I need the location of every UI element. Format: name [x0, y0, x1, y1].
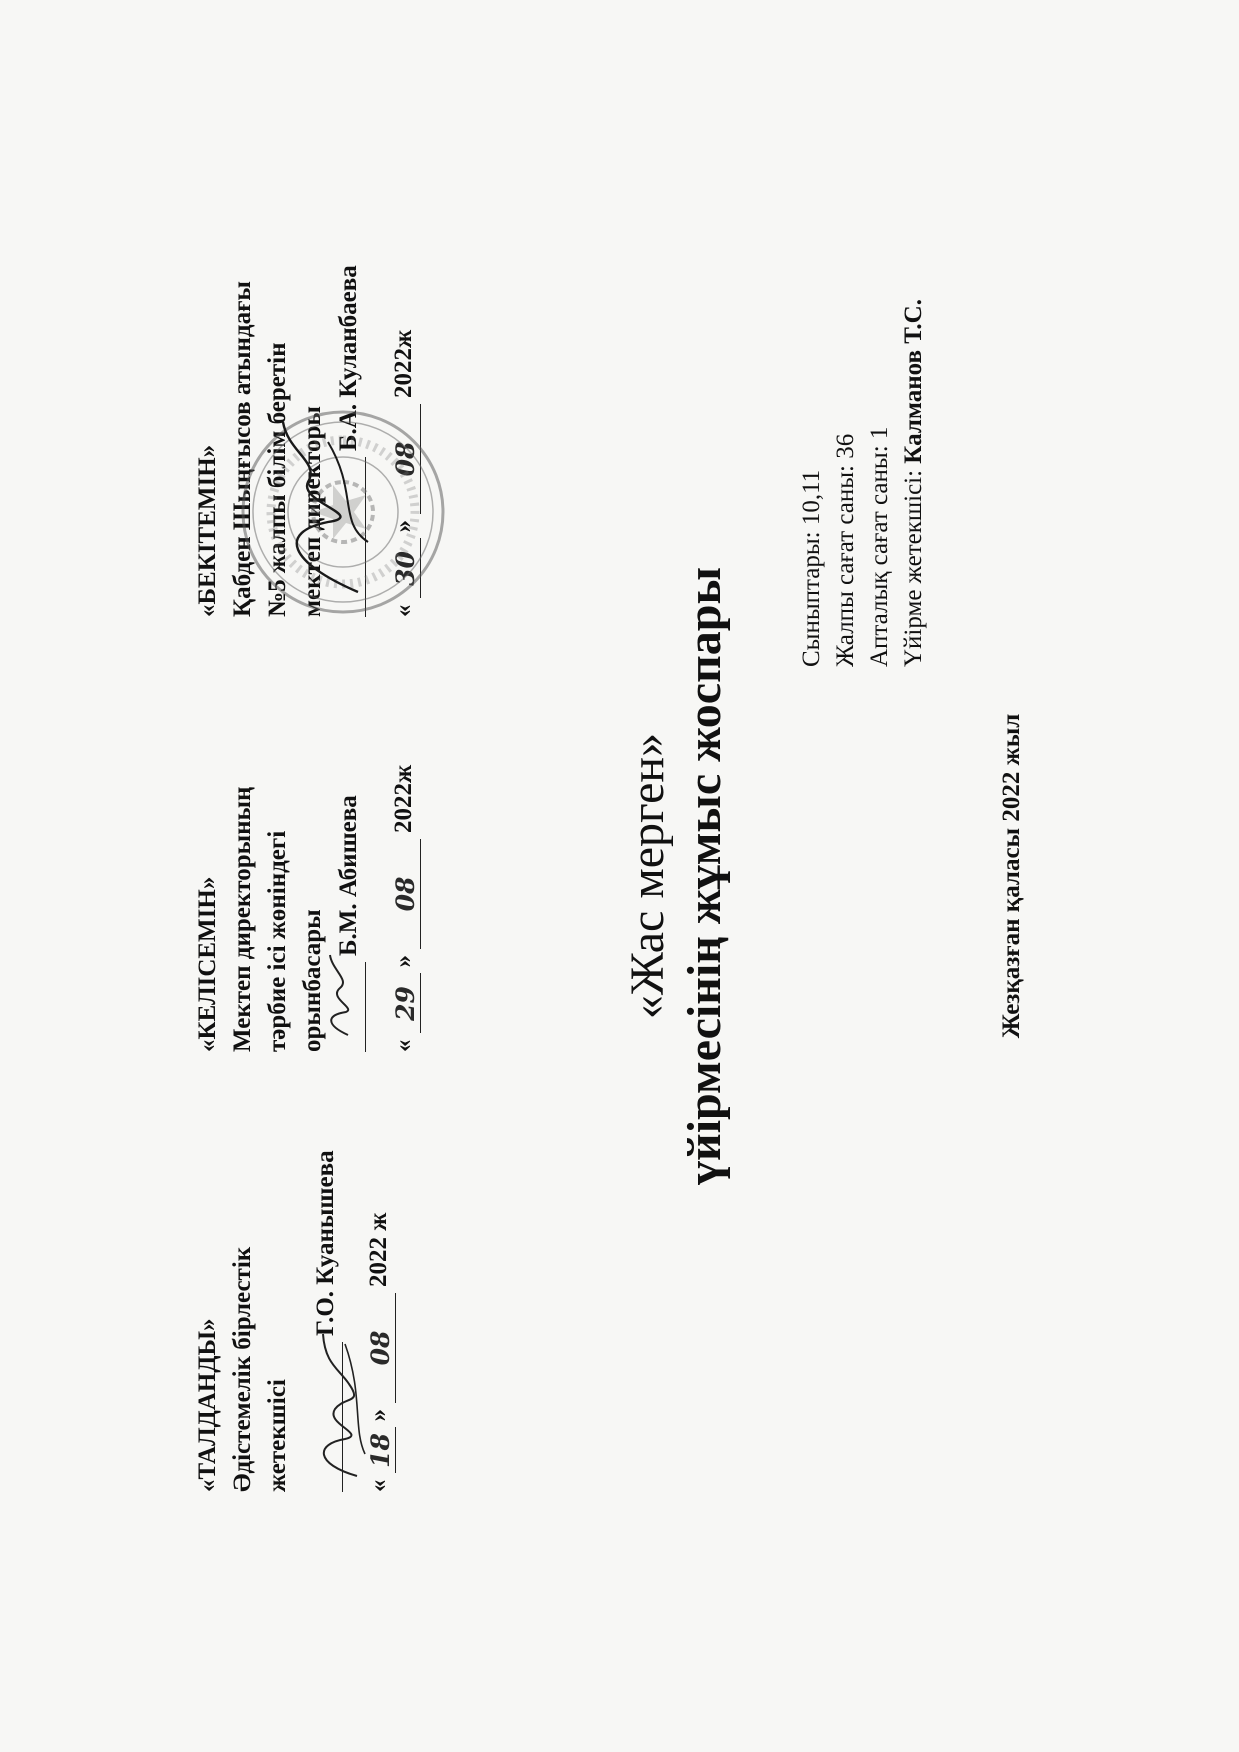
analyzed-header: «ТАЛДАНДЫ» — [194, 1318, 221, 1492]
approved-position-1: Қабден Шыңғысов атындағы — [229, 281, 256, 617]
analyzed-date-day: 18 — [367, 1428, 396, 1474]
approved-position-3: мектеп директоры — [299, 406, 326, 617]
analyzed-date-month: 08 — [367, 1293, 396, 1403]
city-year-footer: Жезқазған қаласы 2022 жыл — [998, 713, 1025, 1039]
agreed-position-3: орынбасары — [299, 909, 326, 1052]
club-info — [795, 299, 931, 667]
approved-date-month: 08 — [392, 404, 421, 514]
classes-text: Сыныптары: 10,11 — [798, 469, 825, 667]
agreed-block — [190, 765, 421, 1052]
agreed-header: «КЕЛІСЕМІН» — [194, 876, 221, 1052]
agreed-position-1: Мектеп директорының — [229, 786, 256, 1052]
agreed-signature-line — [333, 962, 366, 1052]
agreed-date: « 29 » 08 2022ж — [386, 765, 421, 1052]
agreed-date-month: 08 — [392, 839, 421, 949]
agreed-position-2: тәрбие ісі жөніндегі — [264, 830, 291, 1052]
total-hours-text: Жалпы сағат саны: 36 — [832, 433, 859, 667]
analyzed-signature-line — [310, 1342, 343, 1492]
approved-name: Б.А. Куланбаева — [335, 265, 362, 451]
leader-text — [897, 299, 931, 667]
agreed-name: Б.М. Абишева — [335, 795, 362, 956]
weekly-hours-text: Апталық сағат саны: 1 — [866, 426, 893, 667]
agreed-date-year: 2022ж — [390, 764, 417, 833]
analyzed-date-year: 2022 ж — [365, 1212, 392, 1287]
analyzed-name: Г.О. Куанышева — [312, 1150, 339, 1336]
analyzed-block — [190, 1150, 396, 1492]
leader-label: Үйірме жетекшісі: — [900, 463, 927, 667]
approved-date-day: 30 — [392, 539, 421, 599]
agreed-date-day: 29 — [392, 974, 421, 1034]
document-title — [620, 0, 734, 1752]
analyzed-date: « 18 » 08 2022 ж — [361, 1150, 396, 1492]
approved-header: «БЕКІТЕМІН» — [194, 444, 221, 617]
official-stamp-icon — [238, 407, 448, 617]
leader-name: Калманов Т.С. — [900, 299, 927, 464]
club-name: «Жас мерген» — [621, 732, 674, 1020]
plan-title: үйірмесінің жұмыс жоспары — [678, 567, 731, 1185]
approved-date-year: 2022ж — [390, 329, 417, 398]
analyzed-position-1: Әдістемелік бірлестік — [229, 1246, 256, 1492]
approved-position-2: №5 жалпы білім беретін — [264, 342, 291, 617]
analyzed-position-2: жетекшісі — [264, 1379, 291, 1492]
approved-date: « 30 » 08 2022ж — [386, 265, 421, 617]
